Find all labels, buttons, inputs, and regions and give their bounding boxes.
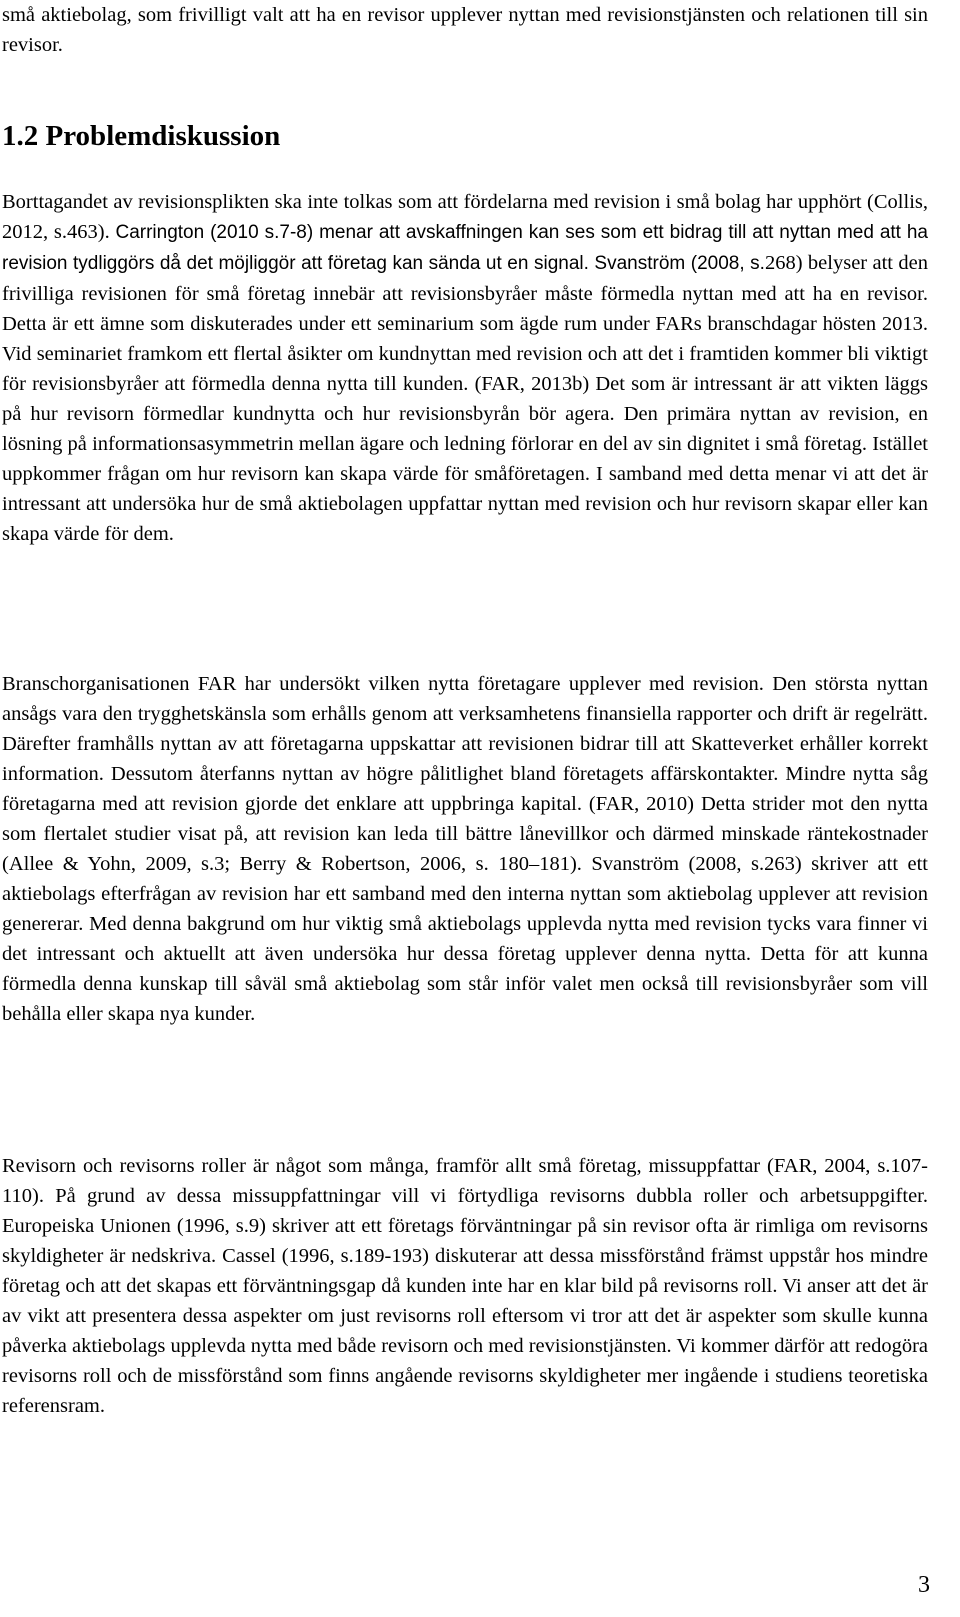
paragraph-1-part-3: 268) belyser att den frivilliga revisionen för små företag innebär att revisionsbyråer måste förmedla nyttan med att ha en revisor. Detta är ett ämne som diskuterades under ett seminarium som ägde rum under FARs branschdagar hösten 2013. Vid seminariet framkom ett flertal åsikter om kundnyttan med revision och att det i framtiden kommer bli viktigt för revisionsbyråer att förmedla denna nytta till kunden. (FAR, 2013b) Det som är intressant är att vikten läggs på hur revisorn förmedlar kundnytta och hur revisionsbyrån bör agera. Den primära nyttan av revision, en lösning på informationsasymmetrin mellan ägare och ledning förlorar en del av sin dignitet i små företag. Istället uppkommer frågan om hur revisorn kan skapa värde för småföretagen. I samband med detta menar vi att det är intressant att undersöka hur de små aktiebolagen uppfattar nyttan med revision och hur revisorn skapar eller kan skapa värde för dem. — [2, 252, 928, 545]
section-heading: 1.2 Problemdiskussion — [2, 120, 281, 152]
intro-paragraph — [2, 0, 928, 60]
paragraph-2-text: Branschorganisationen FAR har undersökt vilken nytta företagare upplever med revision. Den största nyttan ansågs vara den trygghetskänsla som erhålls genom att verksamhetens finansiella rapporter och drift är regelrätt. Därefter framhålls nyttan av att företagarna uppskattar att revisionen bidrar till att Skatteverket erhåller korrekt information. Dessutom återfanns nyttan av högre pålitlighet bland företagets affärskontakter. Mindre nytta såg företagarna med att revision gjorde det enklare att uppbringa kapital. (FAR, 2010) Detta strider mot den nytta som flertalet studier visat på, att revision kan leda till bättre lånevillkor och därmed minskade räntekostnader (Allee & Yohn, 2009, s.3; Berry & Robertson, 2006, s. 180–181). Svanström (2008, s.263) skriver att ett aktiebolags efterfrågan av revision har ett samband med den interna nyttan som aktiebolag upplever att revision genererar. Med denna bakgrund om hur viktig små aktiebolags upplevda nytta med revision tycks vara finner vi det intressant och aktuellt att även undersöka hur dessa företag upplever denna nytta. Detta för att kunna förmedla denna kunskap till såväl små aktiebolag som står inför valet men också till revisionsbyråer som vill behålla eller skapa nya kunder. — [2, 673, 928, 1025]
paragraph-1-part-1: Borttagandet av revisionsplikten ska inte tolkas som att fördelarna med revision i små bolag har upphört (Collis, 2012, s.463). — [2, 191, 928, 243]
page-number: 3 — [918, 1572, 930, 1598]
paragraph-problem-2 — [2, 669, 928, 1029]
paragraph-1-part-2: Carrington (2010 s.7-8) menar att avskaffningen kan ses som ett bidrag till att nyttan med att ha revision tydliggörs då det möjliggör att företag kan sända ut en signal. Svanström (2008, s. — [2, 222, 929, 274]
paragraph-problem-3 — [2, 1151, 928, 1421]
intro-text: små aktiebolag, som frivilligt valt att ha en revisor upplever nyttan med revisionstjänsten och relationen till sin revisor. — [2, 4, 928, 56]
paragraph-problem-1 — [2, 187, 928, 549]
paragraph-3-text: Revisorn och revisorns roller är något som många, framför allt små företag, missuppfattar (FAR, 2004, s.107-110). På grund av dessa missuppfattningar vill vi förtydliga revisorns dubbla roller och arbetsuppgifter. Europeiska Unionen (1996, s.9) skriver att ett företags förväntningar på sin revisor ofta är rimliga om revisorns skyldigheter är nedskriva. Cassel (1996, s.189-193) diskuterar att dessa missförstånd främst uppstår hos mindre företag och att det skapas ett förväntningsgap då kunden inte har en klar bild på revisorns roll. Vi anser att det är av vikt att presentera dessa aspekter om just revisorns roll eftersom vi tror att det är aspekter som skulle kunna påverka aktiebolags upplevda nytta med både revisorn och med revisionstjänsten. Vi kommer därför att redogöra revisorns roll och de missförstånd som finns angående revisorns skyldigheter mer ingående i studiens teoretiska referensram. — [2, 1155, 928, 1417]
